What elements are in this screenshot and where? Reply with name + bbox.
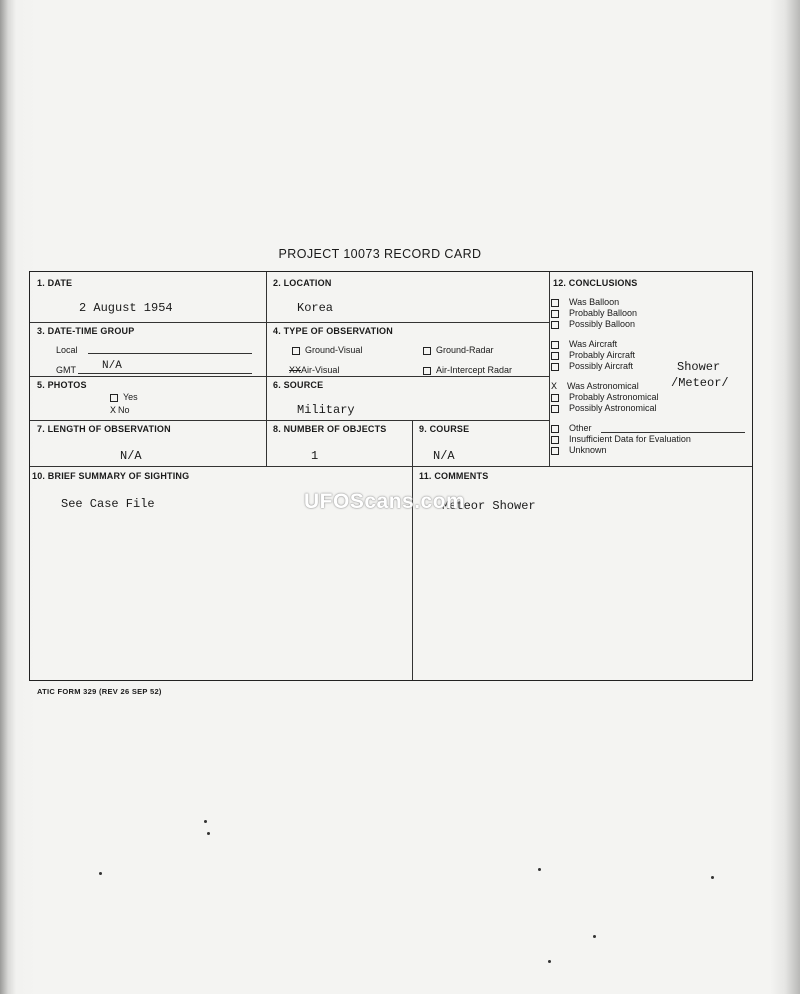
air-visual-option: XXAir-Visual [289, 365, 340, 377]
checkbox-icon [110, 394, 118, 402]
photos-no-option: X No [110, 405, 130, 417]
source-value: Military [297, 403, 355, 417]
air-intercept-radar-option: Air-Intercept Radar [423, 365, 512, 375]
gmt-label: GMT [56, 365, 76, 375]
conclusion-option: Was Balloon [551, 297, 619, 307]
scan-speck [204, 820, 207, 823]
date-value: 2 August 1954 [79, 301, 173, 315]
local-underline [88, 353, 252, 354]
conclusion-option-astronomical: X Was Astronomical [551, 381, 639, 393]
conclusion-option: Possibly Balloon [551, 319, 635, 329]
checkbox-icon [551, 341, 559, 349]
checkbox-icon [551, 405, 559, 413]
conclusion-option: Possibly Aircraft [551, 361, 633, 371]
handwritten-meteor: /Meteor/ [671, 376, 729, 390]
record-card [29, 271, 753, 681]
ground-visual-option: Ground-Visual [292, 345, 362, 355]
scan-speck [538, 868, 541, 871]
photos-label: 5. PHOTOS [37, 380, 87, 390]
form-id: ATIC FORM 329 (REV 26 SEP 52) [37, 687, 162, 696]
date-label: 1. DATE [37, 278, 73, 288]
conclusion-option: Unknown [551, 445, 607, 455]
checkbox-icon [551, 352, 559, 360]
conclusion-option: Probably Aircraft [551, 350, 635, 360]
scan-speck [711, 876, 714, 879]
astronomical-mark: X [551, 382, 558, 393]
location-label: 2. LOCATION [273, 278, 332, 288]
local-label: Local [56, 345, 78, 355]
number-of-objects-label: 8. NUMBER OF OBJECTS [273, 424, 387, 434]
conclusion-option: Possibly Astronomical [551, 403, 657, 413]
checkbox-icon [551, 299, 559, 307]
other-underline [601, 432, 745, 433]
conclusion-option: Insufficient Data for Evaluation [551, 434, 691, 444]
checkbox-icon [551, 436, 559, 444]
course-value: N/A [433, 449, 455, 463]
number-of-objects-value: 1 [311, 449, 319, 463]
checkbox-icon [551, 321, 559, 329]
divider [266, 272, 267, 466]
conclusion-option: Probably Balloon [551, 308, 637, 318]
checkbox-icon [423, 367, 431, 375]
ground-radar-option: Ground-Radar [423, 345, 494, 355]
photos-no-mark: X [110, 406, 117, 417]
conclusion-option: Other [551, 423, 592, 433]
source-label: 6. SOURCE [273, 380, 324, 390]
gmt-value: N/A [102, 360, 122, 372]
watermark: UFOScans.com [304, 490, 466, 513]
checkbox-icon [551, 447, 559, 455]
scan-speck [99, 872, 102, 875]
course-label: 9. COURSE [419, 424, 470, 434]
photos-yes-option: Yes [110, 392, 138, 402]
checkbox-icon [292, 347, 300, 355]
checkbox-icon [551, 394, 559, 402]
divider [549, 272, 550, 466]
location-value: Korea [297, 301, 334, 315]
air-visual-mark: XX [289, 366, 302, 377]
divider [30, 466, 752, 467]
type-of-observation-label: 4. TYPE OF OBSERVATION [273, 326, 393, 336]
conclusions-label: 12. CONCLUSIONS [553, 278, 638, 288]
length-of-observation-value: N/A [120, 449, 142, 463]
brief-summary-label: 10. BRIEF SUMMARY OF SIGHTING [32, 471, 190, 481]
checkbox-icon [551, 425, 559, 433]
divider [30, 420, 549, 421]
date-time-group-label: 3. DATE-TIME GROUP [37, 326, 135, 336]
handwritten-shower: Shower [677, 360, 721, 374]
length-of-observation-label: 7. LENGTH OF OBSERVATION [37, 424, 171, 434]
comments-label: 11. COMMENTS [419, 471, 489, 481]
scan-speck [207, 832, 210, 835]
scan-speck [593, 935, 596, 938]
scan-speck [548, 960, 551, 963]
divider [412, 420, 413, 680]
checkbox-icon [423, 347, 431, 355]
conclusion-option: Probably Astronomical [551, 392, 659, 402]
comments-value: Meteor Shower [442, 499, 536, 513]
divider [30, 322, 549, 323]
brief-summary-value: See Case File [61, 497, 155, 511]
gmt-underline [78, 373, 252, 374]
card-title: PROJECT 10073 RECORD CARD [278, 247, 482, 261]
checkbox-icon [551, 310, 559, 318]
checkbox-icon [551, 363, 559, 371]
conclusion-option: Was Aircraft [551, 339, 617, 349]
